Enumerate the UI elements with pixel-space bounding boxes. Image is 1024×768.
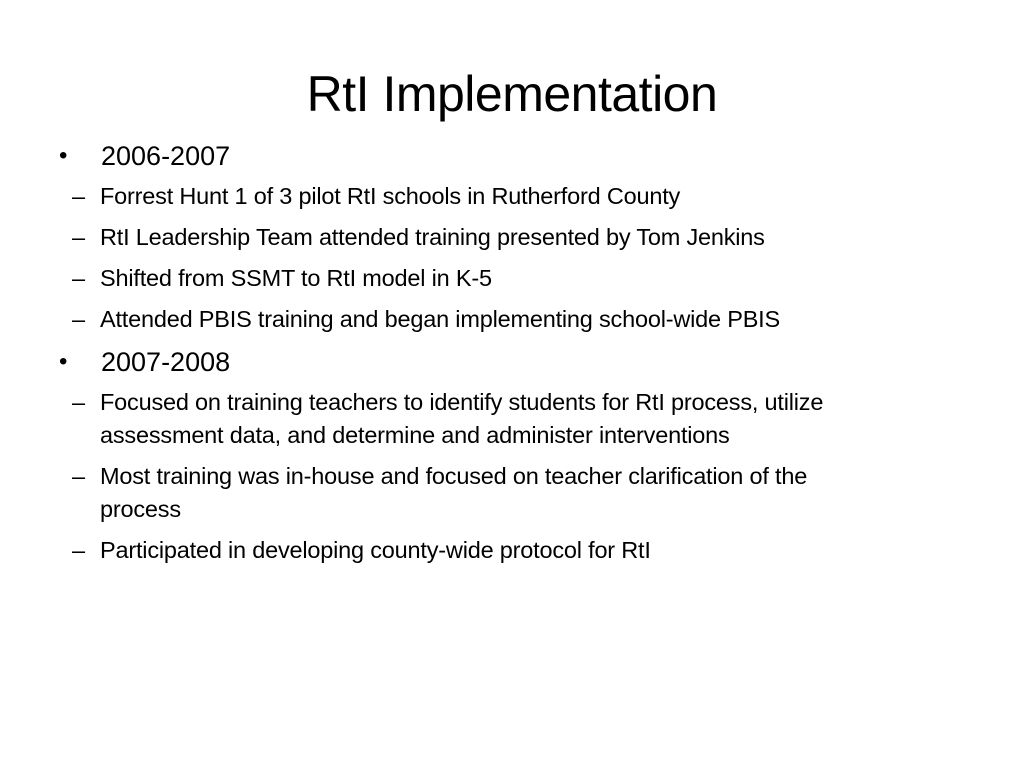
list-item-text: Focused on training teachers to identify students for RtI process, utilize assessment data, and determine and administer interventions bbox=[100, 389, 824, 448]
list-item-text: Participated in developing county-wide protocol for RtI bbox=[100, 537, 651, 563]
list-item bbox=[56, 460, 956, 526]
list-item-text: Attended PBIS training and began implementing school-wide PBIS bbox=[100, 306, 780, 332]
slide-title: RtI Implementation bbox=[306, 66, 718, 122]
list-item bbox=[56, 303, 956, 336]
section-items-2007-2008 bbox=[56, 386, 956, 567]
list-item-text: RtI Leadership Team attended training presented by Tom Jenkins bbox=[100, 224, 765, 250]
section-heading-text: 2007-2008 bbox=[101, 347, 231, 377]
list-item bbox=[56, 386, 956, 452]
dash-icon: – bbox=[72, 224, 86, 250]
bullet-icon: • bbox=[59, 348, 68, 375]
dash-icon: – bbox=[72, 265, 86, 291]
list-item bbox=[56, 180, 956, 213]
slide-content bbox=[56, 138, 956, 575]
section-heading-2006-2007 bbox=[56, 138, 956, 174]
dash-icon: – bbox=[72, 306, 86, 332]
dash-icon: – bbox=[72, 537, 86, 563]
dash-icon: – bbox=[72, 463, 86, 489]
dash-icon: – bbox=[72, 183, 86, 209]
list-item-text: Forrest Hunt 1 of 3 pilot RtI schools in Rutherford County bbox=[100, 183, 681, 209]
bullet-icon: • bbox=[59, 142, 68, 169]
list-item-text: Most training was in-house and focused on teacher clarification of the process bbox=[100, 463, 808, 522]
section-items-2006-2007 bbox=[56, 180, 956, 336]
dash-icon: – bbox=[72, 389, 86, 415]
list-item bbox=[56, 534, 956, 567]
section-heading-text: 2006-2007 bbox=[101, 141, 231, 171]
list-item bbox=[56, 262, 956, 295]
list-item bbox=[56, 221, 956, 254]
section-heading-2007-2008 bbox=[56, 344, 956, 380]
list-item-text: Shifted from SSMT to RtI model in K-5 bbox=[100, 265, 492, 291]
